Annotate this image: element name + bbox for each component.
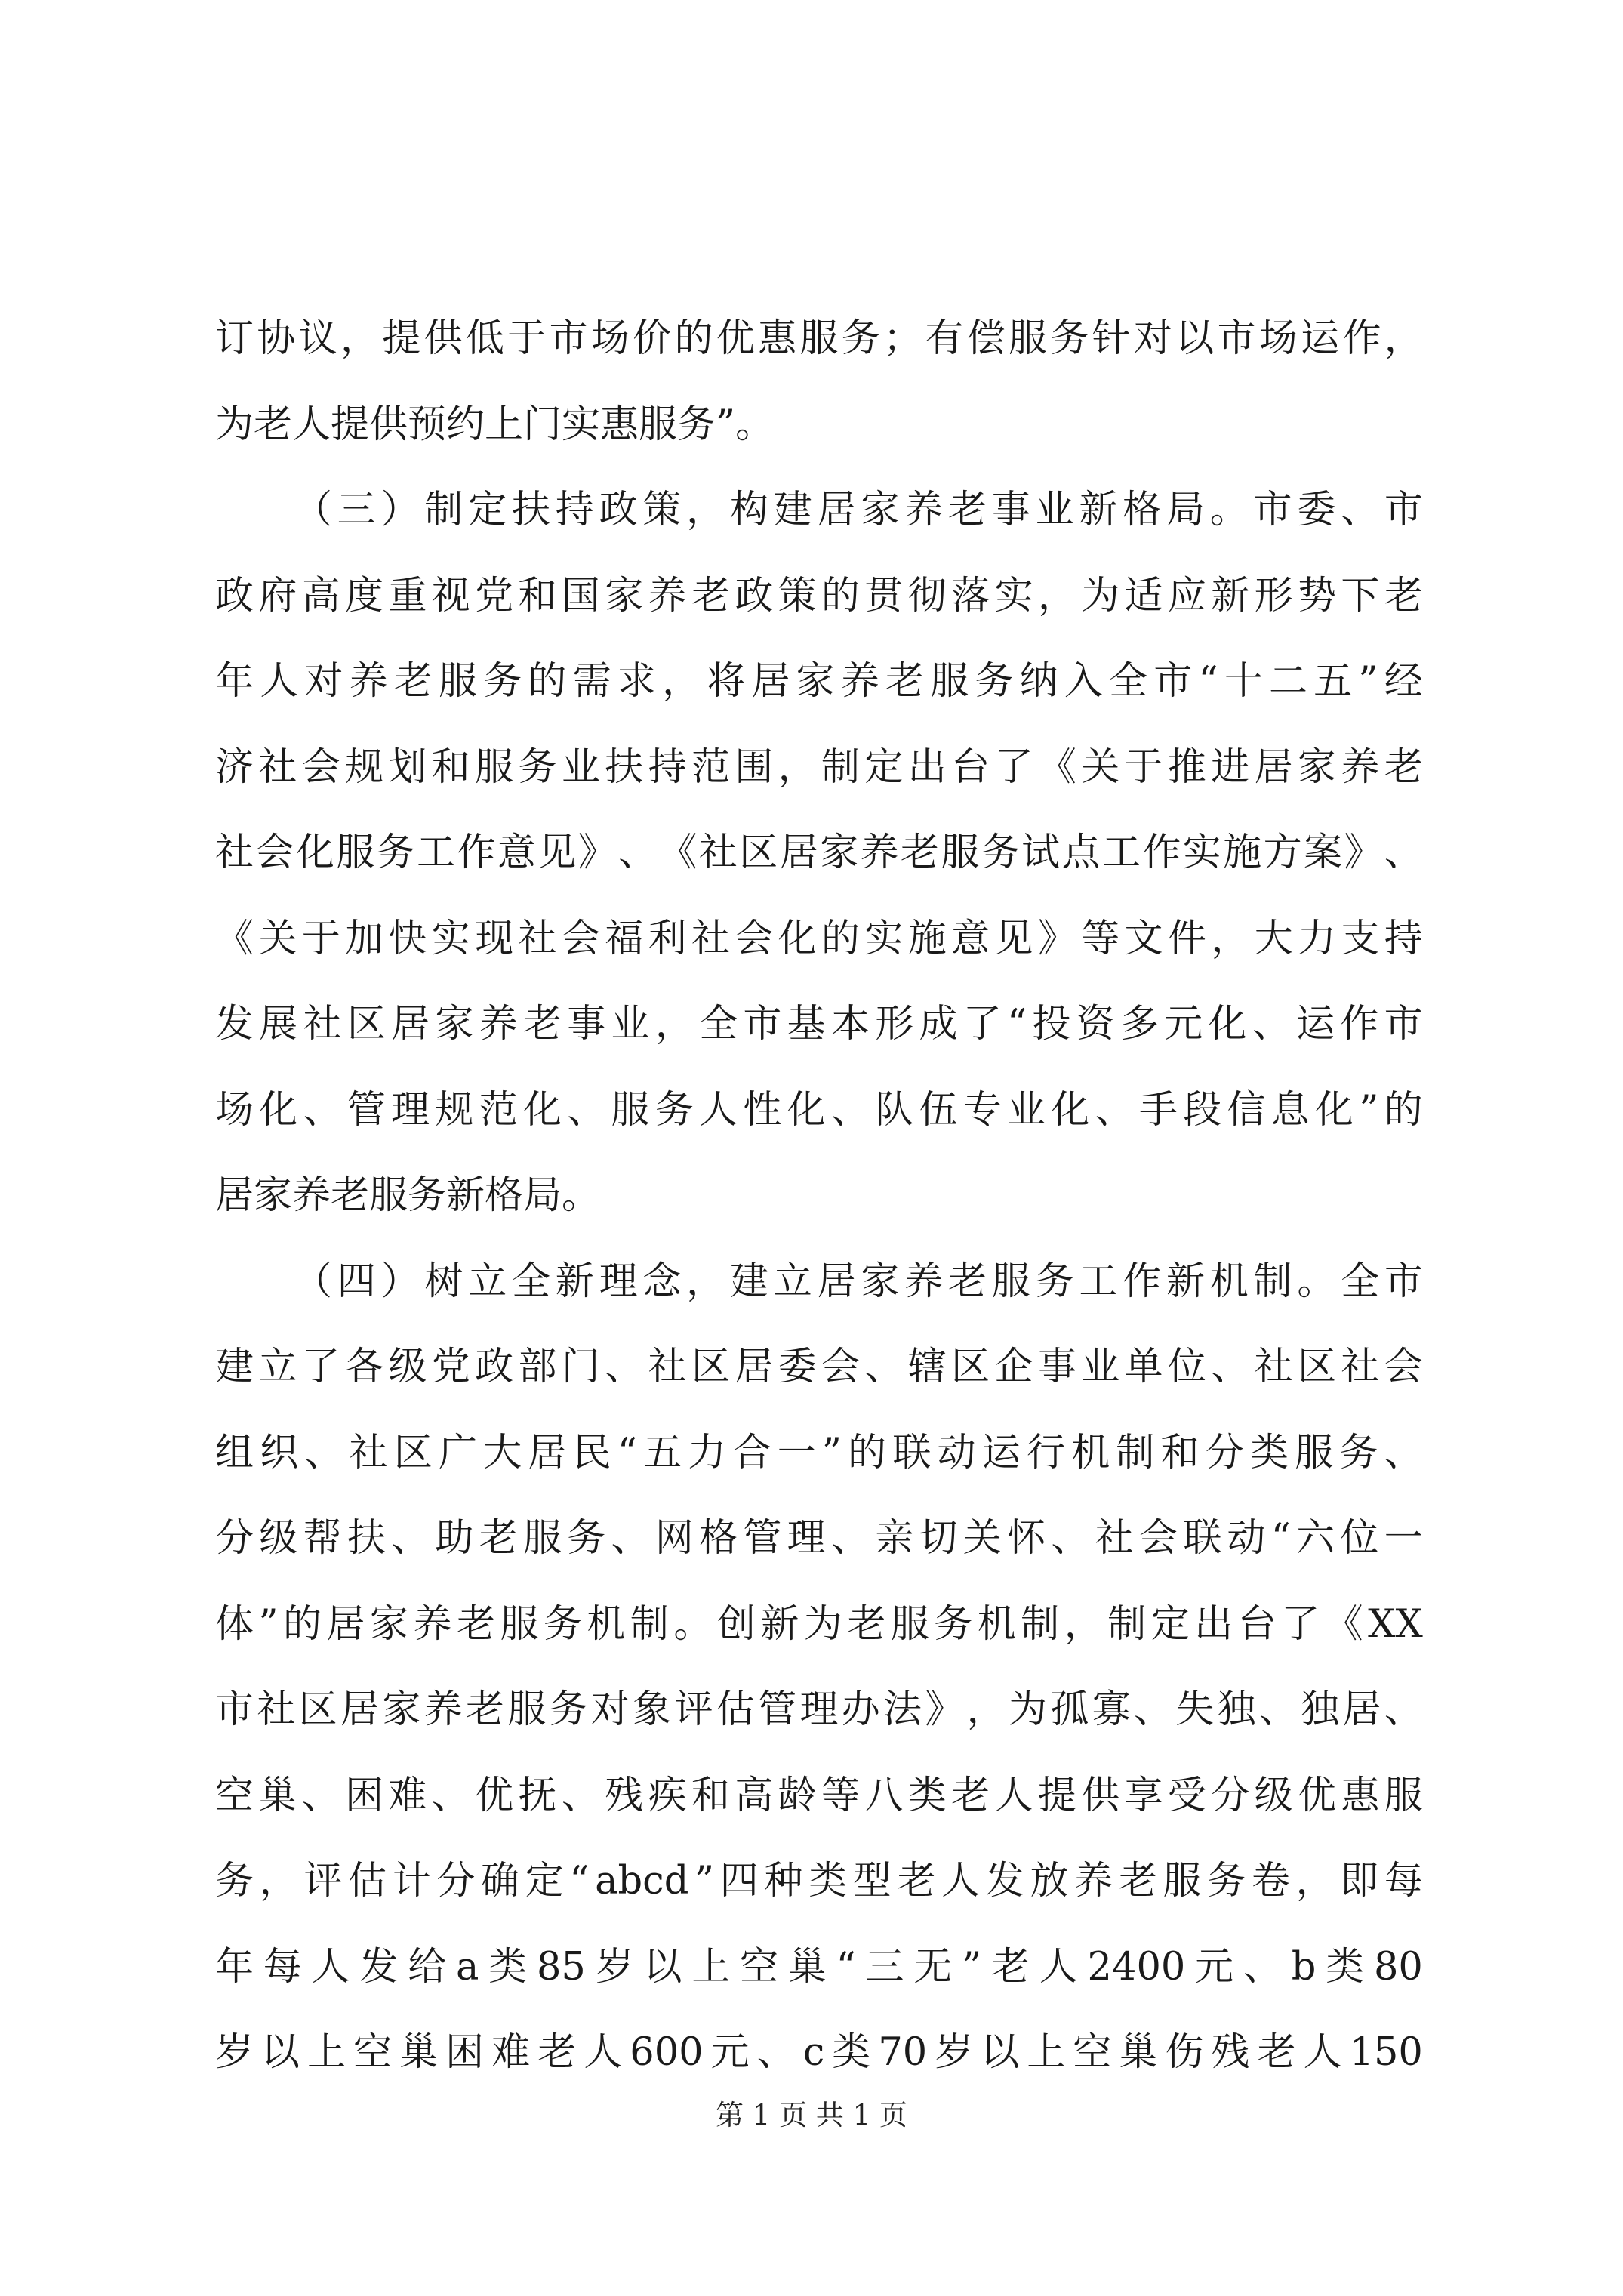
text-line: 社 会 化 服 务 工 作 意 见 》 、 《 社 区 居 家 养 老 服 务 试 点 工 作 实 施 方 案 》 、	[215, 831, 1423, 875]
text-line: 分 级 帮 扶 、 助 老 服 务 、 网 格 管 理 、 亲 切 关 怀 、 社 会 联 动 “ 六 位 一	[215, 1516, 1423, 1561]
text-line: 年 每 人 发 给 a 类 85 岁 以 上 空 巢 “ 三 无 ” 老 人 2400 元 、 b 类 80	[215, 1944, 1423, 1989]
text-line: 空 巢 、 困 难 、 优 抚 、 残 疾 和 高 龄 等 八 类 老 人 提 供 享 受 分 级 优 惠 服	[215, 1773, 1423, 1818]
text-line: 体 ” 的 居 家 养 老 服 务 机 制 。 创 新 为 老 服 务 机 制 ， 制 定 出 台 了 《 XX	[215, 1601, 1423, 1647]
text-line: 政 府 高 度 重 视 党 和 国 家 养 老 政 策 的 贯 彻 落 实 ， 为 适 应 新 形 势 下 老	[215, 573, 1423, 618]
text-line: 岁 以 上 空 巢 困 难 老 人 600 元 、 c 类 70 岁 以 上 空 巢 伤 残 老 人 150	[215, 2030, 1423, 2075]
text-line: 建 立 了 各 级 党 政 部 门 、 社 区 居 委 会 、 辖 区 企 事 业 单 位 、 社 区 社 会	[215, 1345, 1423, 1389]
text-line: 发 展 社 区 居 家 养 老 事 业 ， 全 市 基 本 形 成 了 “ 投 资 多 元 化 、 运 作 市	[215, 1002, 1423, 1046]
text-line: 订 协 议 ， 提 供 低 于 市 场 价 的 优 惠 服 务 ； 有 偿 服 务 针 对 以 市 场 运 作 ，	[215, 316, 1423, 361]
text-line: 居家养老服务新格局。	[215, 1173, 601, 1218]
document-body	[215, 296, 1423, 2096]
text-line: 务 ， 评 估 计 分 确 定 “ abcd ” 四 种 类 型 老 人 发 放 养 老 服 务 卷 ， 即 每	[215, 1859, 1423, 1903]
text-line: 场 化 、 管 理 规 范 化 、 服 务 人 性 化 、 队 伍 专 业 化 、 手 段 信 息 化 ” 的	[215, 1087, 1423, 1133]
text-line: （ 四 ） 树 立 全 新 理 念 ， 建 立 居 家 养 老 服 务 工 作 新 机 制 。 全 市	[294, 1259, 1423, 1304]
text-line: 济 社 会 规 划 和 服 务 业 扶 持 范 围 ， 制 定 出 台 了 《 关 于 推 进 居 家 养 老	[215, 744, 1423, 790]
page-footer: 第 1 页 共 1 页	[716, 2099, 907, 2131]
text-line: （ 三 ） 制 定 扶 持 政 策 ， 构 建 居 家 养 老 事 业 新 格 局 。 市 委 、 市	[294, 488, 1423, 532]
text-line: 为老人提供预约上门实惠服务”。	[215, 402, 775, 447]
text-line: 组 织 、 社 区 广 大 居 民 “ 五 力 合 一 ” 的 联 动 运 行 机 制 和 分 类 服 务 、	[215, 1430, 1423, 1475]
text-line: 《 关 于 加 快 实 现 社 会 福 利 社 会 化 的 实 施 意 见 》 等 文 件 ， 大 力 支 持	[215, 916, 1423, 961]
text-line: 市 社 区 居 家 养 老 服 务 对 象 评 估 管 理 办 法 》 ， 为 孤 寡 、 失 独 、 独 居 、	[215, 1687, 1423, 1732]
text-line: 年 人 对 养 老 服 务 的 需 求 ， 将 居 家 养 老 服 务 纳 入 全 市 “ 十 二 五 ” 经	[215, 659, 1423, 704]
